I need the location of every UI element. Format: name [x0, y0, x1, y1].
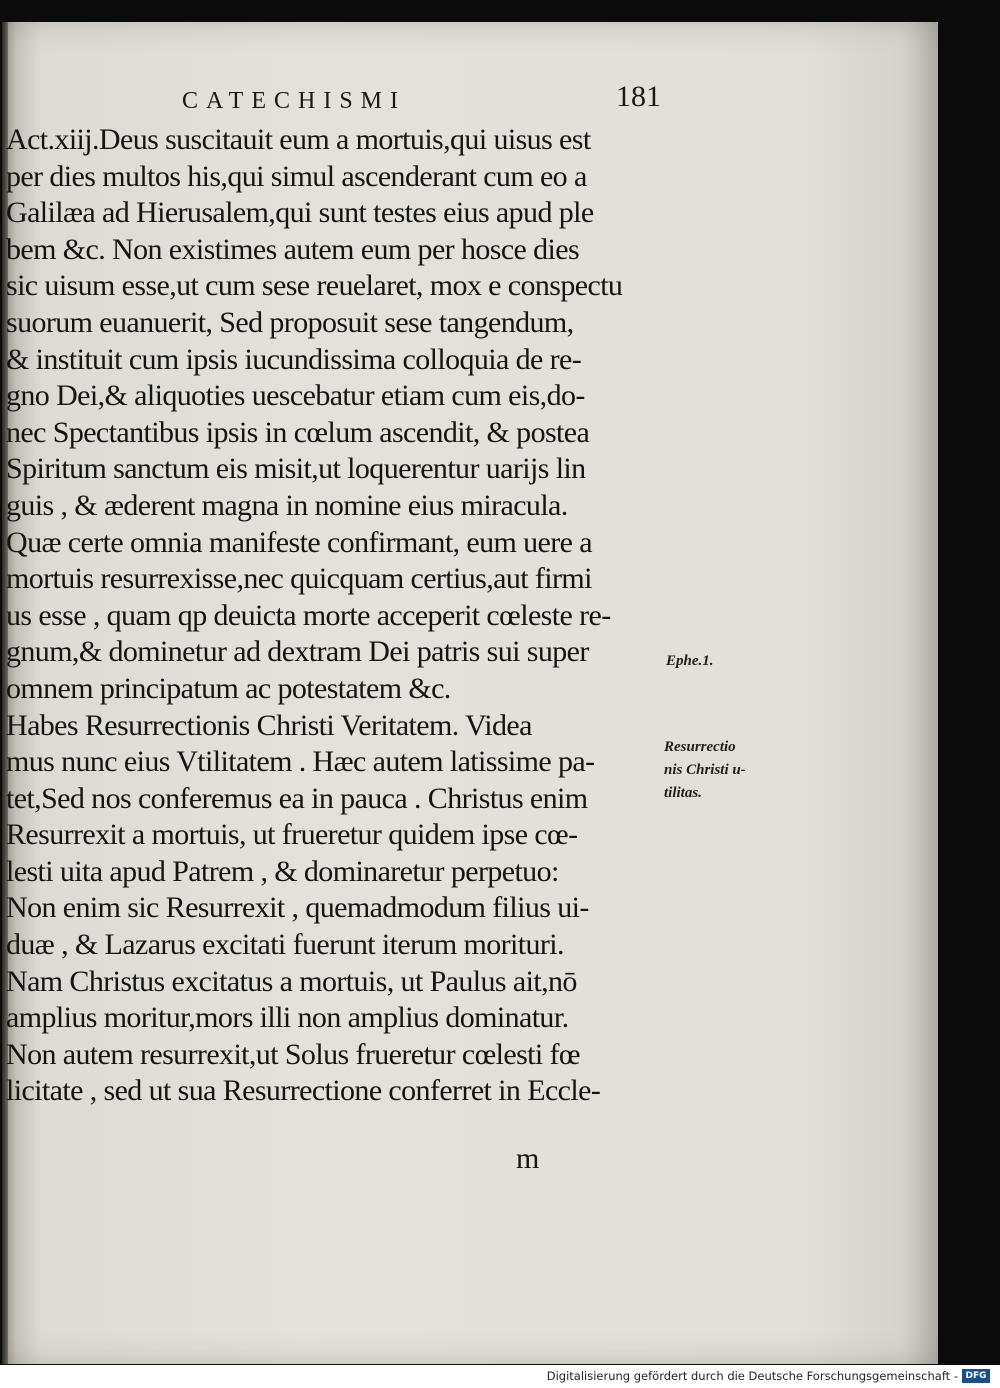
text-line: Resurrexit a mortuis, ut frueretur quidem ipse cœ- — [6, 818, 578, 852]
marginal-note-line: tilitas. — [664, 785, 702, 801]
running-head: CATECHISMI — [182, 88, 407, 114]
text-line: licitate , sed ut sua Resurrectione conferret in Eccle- — [6, 1074, 601, 1108]
marginal-note-line: nis Christi u- — [664, 762, 746, 778]
dfg-logo-icon: DFG — [962, 1369, 990, 1383]
text-line: Act.xiij.Deus suscitauit eum a mortuis,qui uisus est — [6, 123, 591, 156]
signature-mark: m — [516, 1142, 540, 1175]
text-line: tet,Sed nos conferemus ea in pauca . Christus enim — [6, 781, 588, 815]
text-line: duæ , & Lazarus excitati fuerunt iterum morituri. — [6, 928, 564, 962]
page-header — [2, 70, 938, 114]
text-line: bem &c. Non existimes autem eum per hosce dies — [6, 232, 580, 266]
text-line: lesti uita apud Patrem , & dominaretur perpetuo: — [6, 854, 559, 888]
marginal-note-ephesians: Ephe.1. — [666, 653, 714, 669]
marginal-note-resurrection — [664, 736, 746, 805]
funding-credit: Digitalisierung gefördert durch die Deutsche Forschungsgemeinschaft - — [546, 1369, 958, 1383]
text-line: Nam Christus excitatus a mortuis, ut Paulus ait,nō — [6, 964, 577, 998]
text-line: Habes Resurrectionis Christi Veritatem. Videa — [6, 708, 532, 742]
text-line: Quæ certe omnia manifeste confirmant, eum uere a — [6, 525, 592, 559]
body-text — [6, 122, 661, 1110]
text-line: mortuis resurrexisse,nec quicquam certius,aut firmi — [6, 562, 592, 596]
text-line: Non enim sic Resurrexit , quemadmodum filius ui- — [6, 891, 589, 925]
text-line: gno Dei,& aliquoties uescebatur etiam cum eis,do- — [6, 379, 585, 413]
text-line: gnum,& dominetur ad dextram Dei patris sui super — [6, 635, 589, 669]
marginal-note-line: Resurrectio — [664, 739, 736, 755]
text-line: nec Spectantibus ipsis in cœlum ascendit, & postea — [6, 415, 590, 449]
text-line: Non autem resurrexit,ut Solus frueretur cœlesti fœ — [6, 1037, 580, 1071]
text-line: suorum euanuerit, Sed proposuit sese tangendum, — [6, 305, 574, 339]
text-line: Galilæa ad Hierusalem,qui sunt testes eius apud ple — [6, 196, 594, 230]
text-line: sic uisum esse,ut cum sese reuelaret, mox e conspectu — [6, 269, 623, 303]
footer-bar — [0, 1365, 1000, 1388]
text-line: omnem principatum ac potestatem &c. — [6, 671, 451, 705]
text-line: amplius moritur,mors illi non amplius dominatur. — [6, 1001, 569, 1035]
text-line: per dies multos his,qui simul ascenderant cum eo a — [6, 159, 587, 193]
text-line: & instituit cum ipsis iucundissima colloquia de re- — [6, 342, 582, 376]
text-line: us esse , quam qp deuicta morte acceperit cœleste re- — [6, 598, 611, 632]
page-number: 181 — [616, 80, 661, 113]
text-line: guis , & æderent magna in nomine eius miracula. — [6, 488, 568, 522]
text-line: Spiritum sanctum eis misit,ut loquerentur uarijs lin — [6, 452, 586, 486]
book-page — [2, 22, 938, 1364]
text-line: mus nunc eius Vtilitatem . Hæc autem latissime pa- — [6, 745, 595, 779]
